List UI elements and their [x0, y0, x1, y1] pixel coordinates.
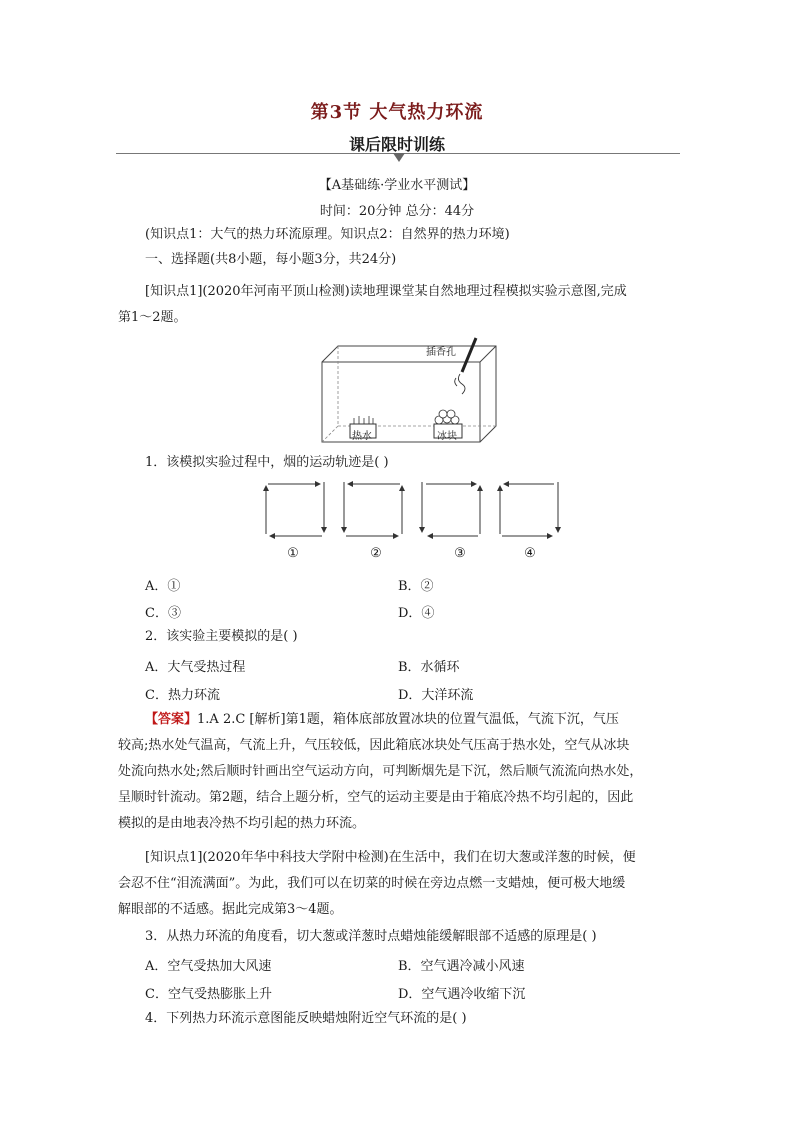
- q3-option-d[interactable]: D．空气遇冷收缩下沉: [398, 987, 526, 1002]
- q1-option-d[interactable]: D．④: [398, 606, 435, 621]
- q2-option-c[interactable]: C．热力环流: [145, 688, 220, 703]
- diagram-label-4: ④: [524, 546, 536, 561]
- q2-option-a[interactable]: A．大气受热过程: [145, 660, 246, 675]
- divider-marker-icon: [393, 153, 405, 162]
- q2-option-b[interactable]: B．水循环: [398, 660, 460, 675]
- answer-line5: 模拟的是由地表冷热不均引起的热力环流。: [118, 816, 366, 831]
- diagram-label-2: ②: [370, 546, 382, 561]
- q3-stem: 3．从热力环流的角度看，切大葱或洋葱时点蜡烛能缓解眼部不适感的原理是( ): [145, 929, 597, 944]
- diagram-1: [266, 482, 324, 536]
- diagram-2: [344, 482, 402, 536]
- page-title: 第3节 大气热力环流: [310, 102, 484, 123]
- answer-tag: 【答案】: [145, 712, 198, 727]
- part-one-heading: 一、选择题(共8小题，每小题3分，共24分): [145, 252, 397, 267]
- knowledge-points: (知识点1：大气的热力环流原理。知识点2：自然界的热力环境): [145, 227, 510, 242]
- answer-line4: 呈顺时针流动。第2题，结合上题分析，空气的运动主要是由于箱底冷热不均引起的，因此: [118, 790, 634, 805]
- q3-option-a[interactable]: A．空气受热加大风速: [145, 959, 272, 974]
- diagram-4: [500, 482, 558, 536]
- diagram-label-1: ①: [287, 546, 299, 561]
- q1-option-b[interactable]: B．②: [398, 579, 434, 594]
- intro2-line3: 解眼部的不适感。据此完成第3～4题。: [118, 902, 343, 917]
- q3-option-b[interactable]: B．空气遇冷减小风速: [398, 959, 525, 974]
- q1-diagrams: [262, 478, 562, 540]
- q1-option-c[interactable]: C．③: [145, 606, 181, 621]
- intro1-line1: [知识点1](2020年河南平顶山检测)读地理课堂某自然地理过程模拟实验示意图,完成: [145, 284, 627, 299]
- diagram-label-3: ③: [454, 546, 466, 561]
- page-subtitle: 课后限时训练: [348, 135, 445, 154]
- ice-label: 冰块: [437, 431, 457, 442]
- q4-stem: 4．下列热力环流示意图能反映蜡烛附近空气环流的是( ): [145, 1011, 467, 1026]
- intro1-line2: 第1～2题。: [118, 310, 187, 325]
- answer-line1: [145, 711, 619, 729]
- q2-option-d[interactable]: D．大洋环流: [398, 688, 474, 703]
- q1-option-a[interactable]: A．①: [145, 579, 181, 594]
- q3-option-c[interactable]: C．空气受热膨胀上升: [145, 987, 272, 1002]
- experiment-box-figure: [316, 334, 506, 446]
- incense-hole-label: 插香孔: [426, 347, 456, 358]
- q1-stem: 1．该模拟实验过程中，烟的运动轨迹是( ): [145, 455, 389, 470]
- answer-line2: 较高;热水处气温高，气流上升，气压较低，因此箱底冰块处气压高于热水处，空气从冰块: [118, 738, 630, 753]
- intro2-line2: 会忍不住“泪流满面”。为此，我们可以在切菜的时候在旁边点燃一支蜡烛，便可极大地缓: [118, 876, 626, 891]
- answer-line3: 处流向热水处;然后顺时针画出空气运动方向，可判断烟先是下沉，然后顺气流流向热水处，: [118, 764, 643, 779]
- time-score: 时间：20分钟 总分：44分: [319, 204, 475, 219]
- q2-stem: 2．该实验主要模拟的是( ): [145, 629, 298, 644]
- answer-text-1: 1.A 2.C [解析]第1题，箱体底部放置冰块的位置气温低，气流下沉，气压: [197, 712, 619, 727]
- diagram-3: [422, 482, 480, 536]
- intro2-line1: [知识点1](2020年华中科技大学附中检测)在生活中，我们在切大葱或洋葱的时候，便: [145, 850, 636, 865]
- section-label: 【A基础练·学业水平测试】: [318, 178, 476, 193]
- hot-water-label: 热水: [352, 431, 372, 442]
